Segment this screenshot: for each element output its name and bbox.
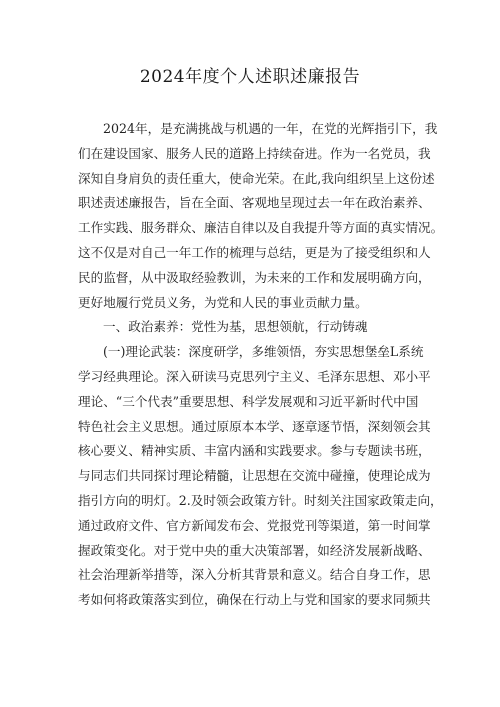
text-line: 理论、“三个代表”重要思想、科学发展观和习近平新时代中国: [78, 393, 419, 409]
text-line: 工作实践、服务群众、廉洁自律以及自我提升等方面的真实情况。: [78, 220, 444, 236]
text-line: 们在建设国家、服务人民的道路上持续奋进。作为一名党员，我: [78, 145, 431, 161]
text-line: 更好地履行党员义务，为党和人民的事业贡献力量。: [78, 294, 368, 310]
text-line: (一)理论武装：深度研学，多维领悟，夯实思想堡垒L系统: [103, 344, 424, 360]
text-line: 特色社会主义思想。通过原原本本学、逐章逐节悟，深刻领会其: [78, 418, 431, 434]
text-line: 握政策变化。对于党中央的重大决策部署，如经济发展新战略、: [78, 542, 431, 558]
text-line: 社会治理新举措等，深入分析其背景和意义。结合自身工作，思: [78, 567, 431, 583]
document-title: 2024年度个人述职述廉报告: [139, 67, 361, 87]
text-line: 民的监督，从中汲取经验教训，为未来的工作和发展明确方向，: [78, 269, 431, 285]
document-body: [78, 117, 444, 613]
text-line: 2024年，是充满挑战与机遇的一年，在党的光辉指引下，我: [103, 121, 438, 136]
text-line: 核心要义、精神实质、丰富内涵和实践要求。参与专题读书班，: [78, 443, 431, 459]
text-line: 一、政治素养：党性为基，思想领航，行动铸魂: [103, 319, 368, 335]
text-line: 深知自身肩负的责任重大，使命光荣。在此,我向组织呈上这份述: [78, 170, 435, 186]
text-line: 考如何将政策落实到位，确保在行动上与党和国家的要求同频共: [78, 592, 431, 608]
text-line: 这不仅是对自己一年工作的梳理与总结，更是为了接受组织和人: [78, 244, 431, 260]
text-line: 与同志们共同探讨理论精髓，让思想在交流中碰撞，使理论成为: [78, 468, 431, 484]
text-line: 指引方向的明灯。2.及时领会政策方针。时刻关注国家政策走向，: [78, 492, 443, 508]
text-line: 学习经典理论。深入研读马克思列宁主义、毛泽东思想、邓小平: [78, 368, 431, 384]
text-line: 通过政府文件、官方新闻发布会、党报党刊等渠道，第一时间掌: [78, 517, 431, 533]
text-line: 职述责述廉报告，旨在全面、客观地呈现过去一年在政治素养、: [78, 195, 431, 211]
